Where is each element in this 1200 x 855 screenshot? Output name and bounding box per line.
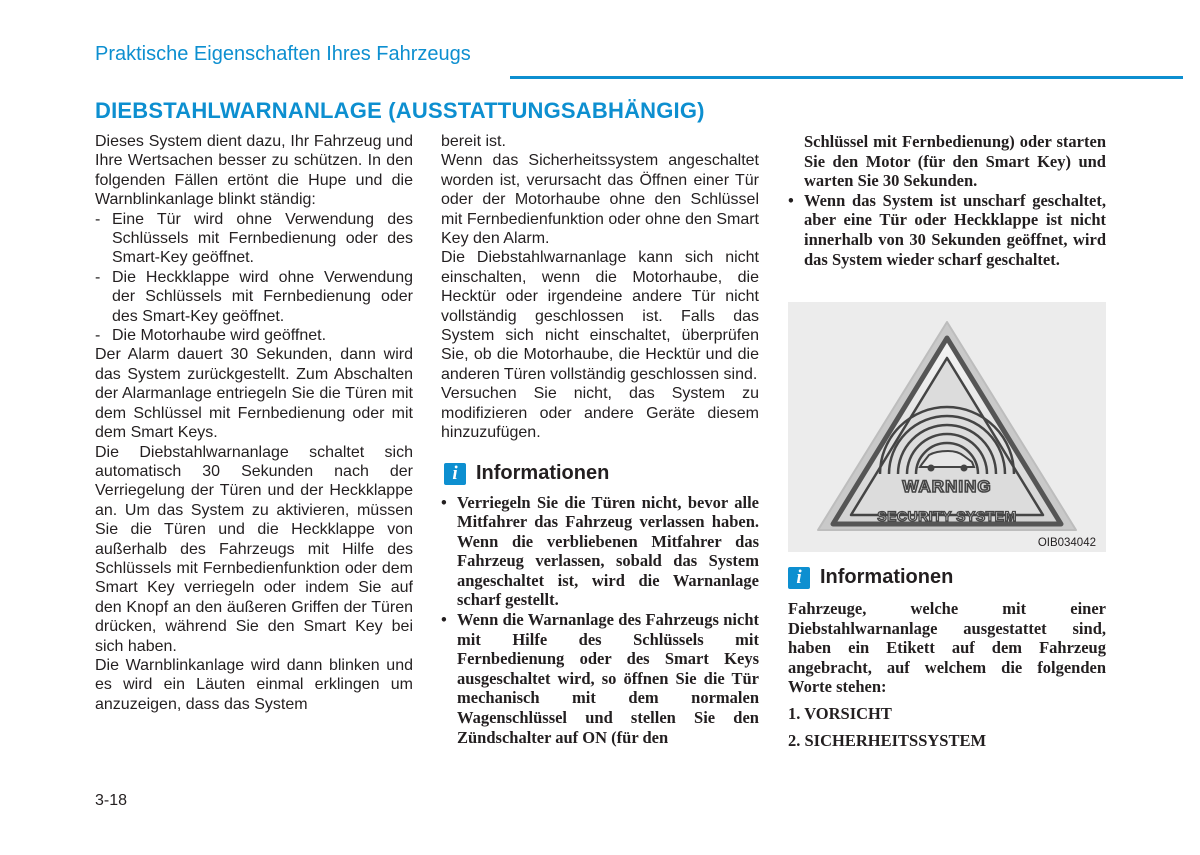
warning-text: WARNING xyxy=(902,477,992,496)
continuation-paragraph: bereit ist. xyxy=(441,133,506,150)
page-number: 3-18 xyxy=(95,792,128,809)
figure-caption: OIB034042 xyxy=(1037,537,1096,549)
activation-paragraph: Die Diebstahlwarnanlage schaltet sich automatisch 30 Sekunden nach der Verriegelung der Türen und der Heckklappe an. Um das System zu aktivieren, müssen Sie die Türen und die Heckklappe von außerhalb des Fahrzeugs mit Hilfe des Schlüssels mit Fernbedienfunktion oder dem Smart Key verriegeln oder indem Sie auf den Knopf an den äußeren Griffen der Türen drücken, während Sie den Smart Key bei sich haben. xyxy=(95,443,413,655)
list-item xyxy=(95,268,413,326)
info-bullet xyxy=(788,191,1106,269)
info-heading xyxy=(788,566,1106,589)
column-3 xyxy=(788,132,1106,269)
column-1 xyxy=(95,132,413,714)
info-title: Informationen xyxy=(476,461,610,484)
info-bullet xyxy=(441,610,759,747)
header-rule xyxy=(510,76,1183,79)
dash-marker: - xyxy=(95,210,101,228)
section-title: DIEBSTAHLWARNANLAGE (AUSSTATTUNGSABHÄNGIG) xyxy=(95,98,705,123)
info-icon: i xyxy=(444,463,466,485)
list-item: 1. VORSICHT xyxy=(788,703,892,723)
list-item-text: Eine Tür wird ohne Verwendung des Schlüssels mit Fernbedienung oder des Smart-Key geöffnet. xyxy=(112,210,413,267)
info-bullet-text: Wenn die Warnanlage des Fahrzeugs nicht mit Hilfe des Schlüssels mit Fernbedienung oder des Smart Keys ausgeschaltet wird, so öffnen Sie die Tür mechanisch mit dem normalen Wagenschlüssel und stellen Sie den Zündschalter auf ON (für den xyxy=(457,610,759,747)
column-2 xyxy=(441,132,759,747)
dash-marker: - xyxy=(95,327,101,345)
info-heading xyxy=(441,463,759,485)
bullet-marker: • xyxy=(441,610,447,630)
bullet-marker: • xyxy=(441,492,447,512)
list-item xyxy=(95,210,413,268)
chapter-title: Praktische Eigenschaften Ihres Fahrzeugs xyxy=(95,43,471,65)
warning-triangle-icon xyxy=(788,302,1106,537)
info-bullet-continuation: Schlüssel mit Fernbedienung) oder starten Sie den Motor (für den Smart Key) und warten Sie 30 Sekunden. xyxy=(804,132,1106,191)
list-item: 2. SICHERHEITSSYSTEM xyxy=(788,730,987,750)
warning-label-figure xyxy=(788,302,1106,552)
info-bullet xyxy=(441,493,759,611)
alarm-trigger-paragraph: Wenn das Sicherheitssystem angeschaltet worden ist, verursacht das Öffnen einer Tür oder der Motorhaube ohne den Schlüssel mit Fernbedienfunktion oder ohne den Smart Key den Alarm. xyxy=(441,152,759,248)
intro-paragraph: Dieses System dient dazu, Ihr Fahrzeug und Ihre Wertsachen besser zu schützen. In den folgenden Fällen ertönt die Hupe und die Warnblinkanlage blinkt ständig: xyxy=(95,133,413,209)
alarm-duration-paragraph: Der Alarm dauert 30 Sekunden, dann wird das System zurückgestellt. Zum Abschalten der Alarmanlage entriegeln Sie die Türen mit dem Schlüssel mit Fernbedienung oder mit dem Smart Keys. xyxy=(95,346,413,442)
dash-marker: - xyxy=(95,268,101,286)
info-text: Fahrzeuge, welche mit einer Diebstahlwarnanlage ausgestattet sind, haben ein Etikett auf dem Fahrzeug angebracht, auf welchem die folgenden Worte stehen: xyxy=(788,599,1106,697)
closure-check-paragraph: Die Diebstahlwarnanlage kann sich nicht einschalten, wenn die Motorhaube, die Hecktür oder irgendeine andere Tür nicht vollständig geschlossen ist. Falls das System sich nicht einschaltet, überprüfen Sie, ob die Motorhaube, die Hecktür und die anderen Türen vollständig geschlossen sind. xyxy=(441,249,759,383)
list-item-text: Die Heckklappe wird ohne Verwendung der Schlüssels mit Fernbedienung oder des Smart-Key geöffnet. xyxy=(112,268,413,325)
info-bullet-text: Verriegeln Sie die Türen nicht, bevor alle Mitfahrer das Fahrzeug verlassen haben. Wenn die verbliebenen Mitfahrer das Fahrzeug verlassen, sobald das System angeschaltet ist, wird die Warnanlage scharf gestellt. xyxy=(457,492,759,610)
security-system-text: SECURITY SYSTEM xyxy=(877,508,1017,524)
info-icon: i xyxy=(788,567,810,589)
info-bullet-text: Wenn das System ist unscharf geschaltet, aber eine Tür oder Heckklappe ist nicht innerhalb von 30 Sekunden geöffnet, wird das System wieder scharf geschaltet. xyxy=(804,190,1106,269)
hazard-light-paragraph: Die Warnblinkanlage wird dann blinken und es wird ein Läuten einmal erklingen um anzuzeigen, dass das System xyxy=(95,656,413,713)
info-box-label xyxy=(788,566,1106,750)
list-item xyxy=(95,326,413,345)
modification-warning-paragraph: Versuchen Sie nicht, das System zu modifizieren oder andere Geräte diesem hinzuzufügen. xyxy=(441,385,759,442)
bullet-marker: • xyxy=(788,190,794,210)
list-item-text: Die Motorhaube wird geöffnet. xyxy=(112,327,327,345)
info-title: Informationen xyxy=(820,566,954,588)
